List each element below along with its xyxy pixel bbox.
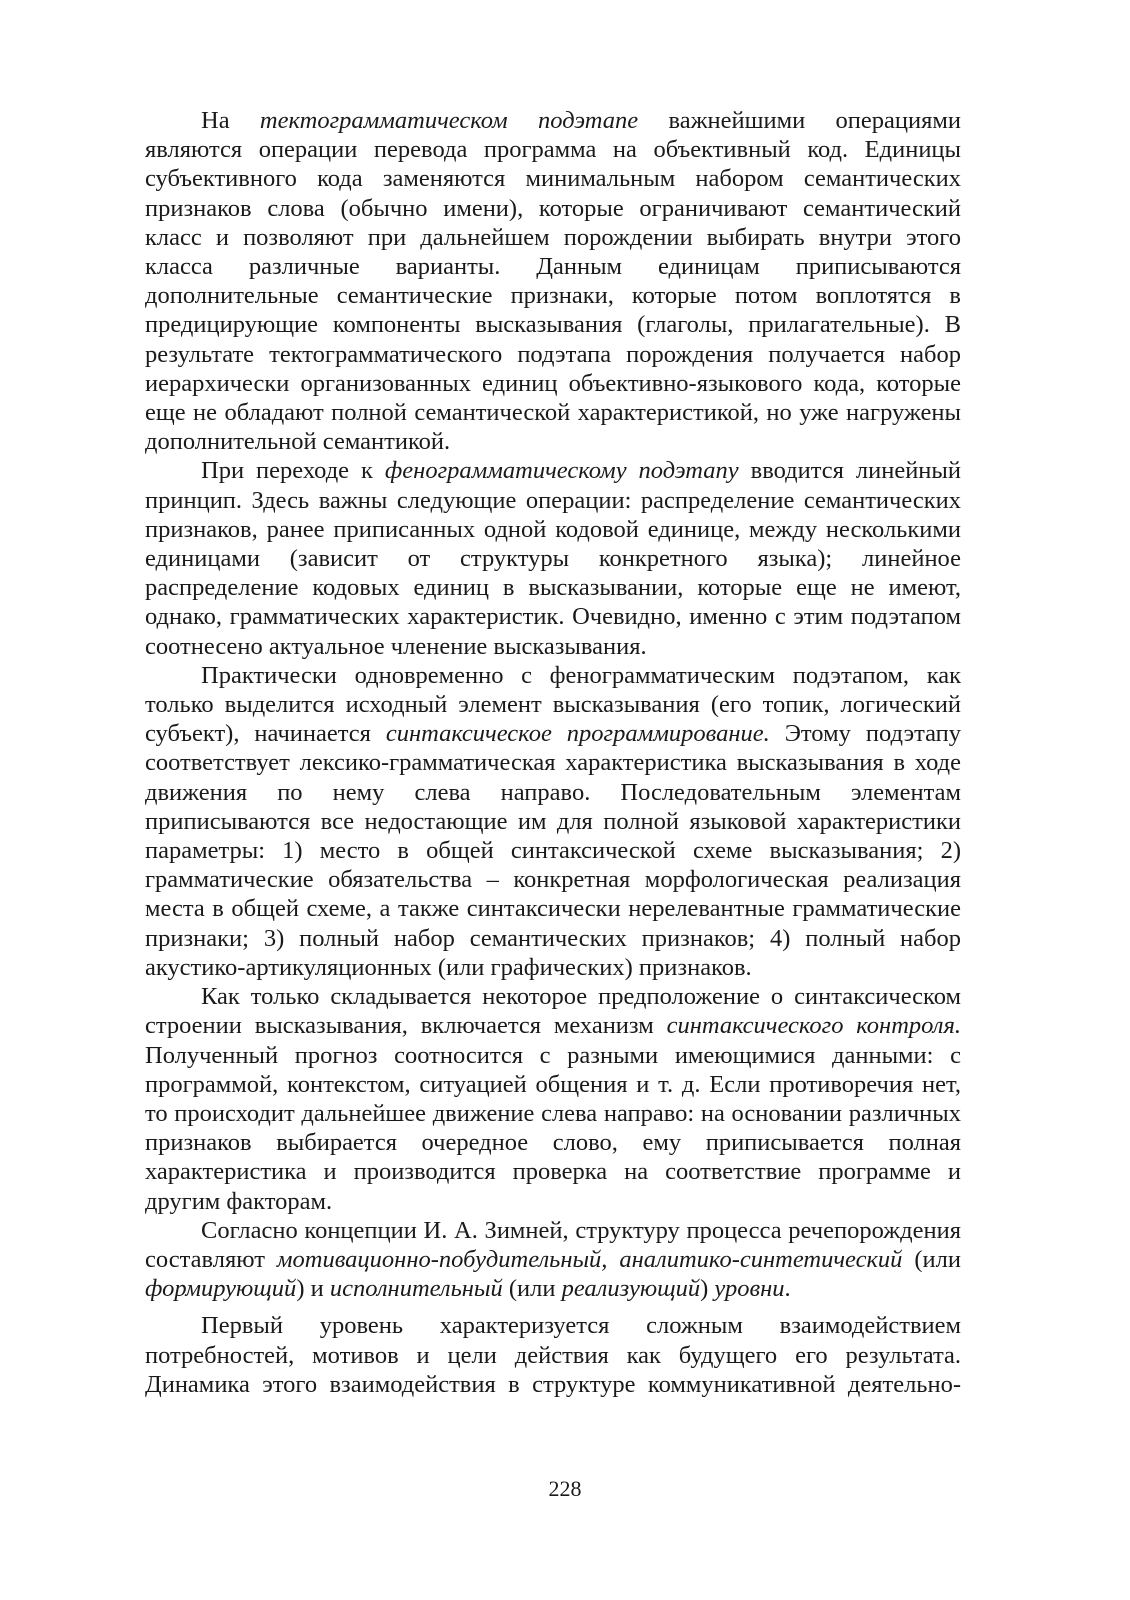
italic-term: тектограмматическом подэтапе xyxy=(259,107,639,134)
text-span: ) xyxy=(700,1275,715,1303)
italic-term: формирующий xyxy=(145,1275,297,1303)
paragraph-syntactic-control xyxy=(145,982,961,1216)
paragraph-first-level xyxy=(145,1311,961,1399)
italic-term: реализующий xyxy=(561,1275,701,1303)
paragraph-phenogrammatical xyxy=(145,456,961,660)
text-span: ) и xyxy=(296,1275,330,1303)
italic-term: исполнительный xyxy=(329,1275,503,1303)
paragraph-zimnyaya-concept xyxy=(145,1216,961,1304)
italic-term: синтаксическое программирование. xyxy=(385,720,770,748)
text-span: Этому подэтапу соответствует лексико-грамматическая характеристика высказывания в ходе движения по нему слева направо. Последовательным элементам приписываются все недостающие им для полной языковой характеристики параметры: 1) место в общей синтаксической схеме высказывания; 2) грамматические обязательства – конкретная морфологическая реализация места в общей схеме, а также синтаксически нерелевантные грамматические признаки; 3) полный набор семантических признаков; 4) полный набор акустико-артикуляционных (или графических) признаков. xyxy=(145,720,962,981)
text-span: Как только складывается некоторое предположение о синтаксическом строении высказывания, включается механизм xyxy=(145,983,961,1040)
italic-term: мотивационно-побудительный, аналитико-синтетический xyxy=(276,1245,903,1273)
italic-term: уровни xyxy=(714,1275,785,1303)
text-span: важнейшими операциями являются операции перевода программа на объективный код. Единицы субъективного кода заменяются минимальным набором семантических признаков слова (обычно имени), которые ограничивают семантический класс и позволяют при дальнейшем порождении выбирать внутри этого класса различные варианты. Данным единицам приписываются дополнительные семантические признаки, которые потом воплотятся в предицирующие компоненты высказывания (глаголы, прилагательные). В результате тектограмматического подэтапа порождения получается набор иерархически организованных единиц объективно-языкового кода, которые еще не обладают полной семантической характеристикой, но уже нагружены дополнительной семантикой. xyxy=(145,107,962,456)
text-span: Согласно концепции И. А. Зимней, структуру процесса речепорождения составляют xyxy=(145,1216,961,1273)
text-span: При переходе к xyxy=(201,457,385,485)
italic-term: синтаксического контроля. xyxy=(666,1012,961,1040)
italic-term: фенограмматическому подэтапу xyxy=(384,457,739,485)
text-span: вводится линейный принцип. Здесь важны следующие операции: распределение семантических признаков, ранее приписанных одной кодовой единице, между несколькими единицами (зависит от структуры конкретного языка); линейное распределение кодовых единиц в высказывании, которые еще не имеют, однако, грамматических характеристик. Очевидно, именно с этим подэтапом соотнесено актуальное членение высказывания. xyxy=(145,457,961,660)
paragraph-tectogrammatical xyxy=(145,106,961,456)
text-span: Практически одновременно с фенограмматическим подэтапом, как только выделится исходный элемент высказывания (его топик, логический субъект), начинается xyxy=(145,661,961,748)
body-text xyxy=(145,106,961,1399)
page-number: 228 xyxy=(548,1476,582,1501)
text-span: Первый уровень характеризуется сложным взаимодействием потребностей, мотивов и цели действия как будущего его результата. Динамика этого взаимодействия в структуре коммуникативной деятельно- xyxy=(145,1312,961,1398)
text-span: . xyxy=(784,1275,791,1303)
text-span: На xyxy=(201,107,260,134)
text-span: Полученный прогноз соотносится с разными имеющимися данными: с программой, контекстом, ситуацией общения и т. д. Если противоречия нет, то происходит дальнейшее движение слева направо: на основании различных признаков выбирается очередное слово, ему приписывается полная характеристика и производится проверка на соответствие программе и другим факторам. xyxy=(145,1041,961,1215)
paragraph-syntactic-programming xyxy=(145,661,961,982)
text-span: (или xyxy=(502,1275,562,1303)
text-span: (или xyxy=(902,1245,961,1273)
